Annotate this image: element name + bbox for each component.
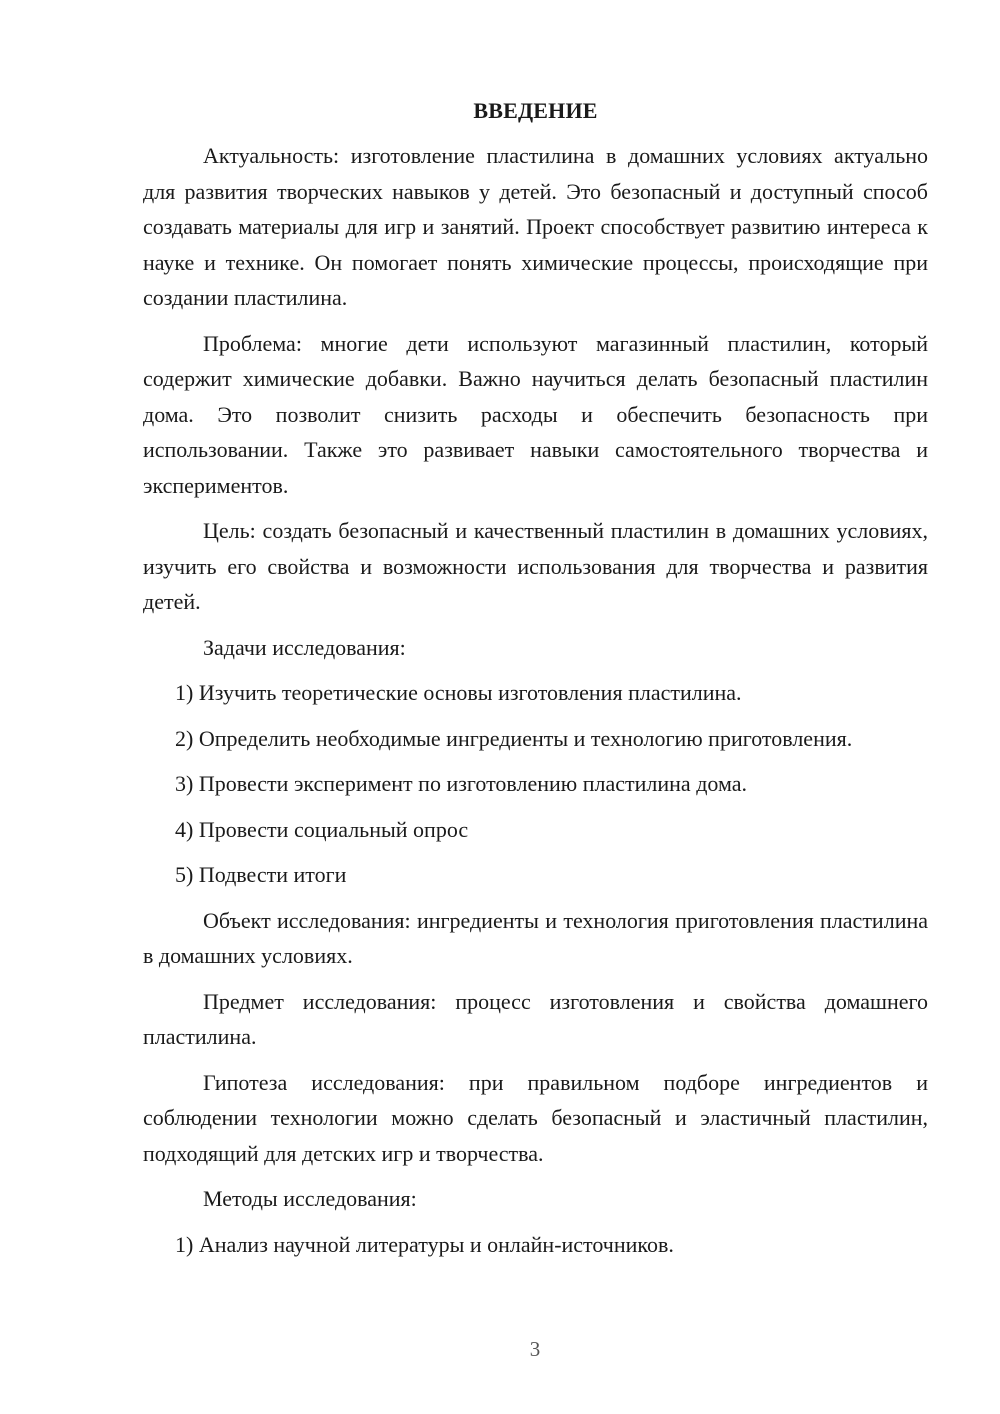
methods-heading: Методы исследования: [203,1186,417,1211]
method-item: 1) Анализ научной литературы и онлайн-источников. [175,1231,674,1257]
page-number: 3 [529,1337,541,1361]
page-title: ВВЕДЕНИЕ [473,98,598,123]
paragraph-goal: Цель: создать безопасный и качественный пластилин в домашних условиях, изучить его свойства и возможности использования для творчества и развития детей. [143,518,928,614]
task-item: 2) Определить необходимые ингредиенты и технологию приготовления. [175,725,853,751]
page-content [143,96,928,1272]
paragraph-problem: Проблема: многие дети используют магазинный пластилин, который содержит химические добавки. Важно научиться делать безопасный пластилин дома. Это позволит снизить расходы и обеспечить безопасность при использовании. Также это развивает навыки самостоятельного творчества и экспериментов. [143,330,928,498]
task-item: 3) Провести эксперимент по изготовлению пластилина дома. [175,771,748,796]
paragraph-object: Объект исследования: ингредиенты и технология приготовления пластилина в домашних условиях. [143,907,928,968]
task-item: 5) Подвести итоги [175,862,347,887]
paragraph-hypothesis: Гипотеза исследования: при правильном подборе ингредиентов и соблюдении технологии можно сделать безопасный и эластичный пластилин, подходящий для детских игр и творчества. [143,1069,928,1166]
task-item: 1) Изучить теоретические основы изготовления пластилина. [175,680,742,705]
tasks-heading: Задачи исследования: [203,634,406,660]
paragraph-relevance: Актуальность: изготовление пластилина в домашних условиях актуально для развития творческих навыков у детей. Это безопасный и доступный способ создавать материалы для игр и занятий. Проект способствует развитию интереса к науке и технике. Он помогает понять химические процессы, происходящие при создании пластилина. [143,143,928,310]
task-item: 4) Провести социальный опрос [175,816,469,842]
paragraph-subject: Предмет исследования: процесс изготовления и свойства домашнего пластилина. [143,988,928,1049]
